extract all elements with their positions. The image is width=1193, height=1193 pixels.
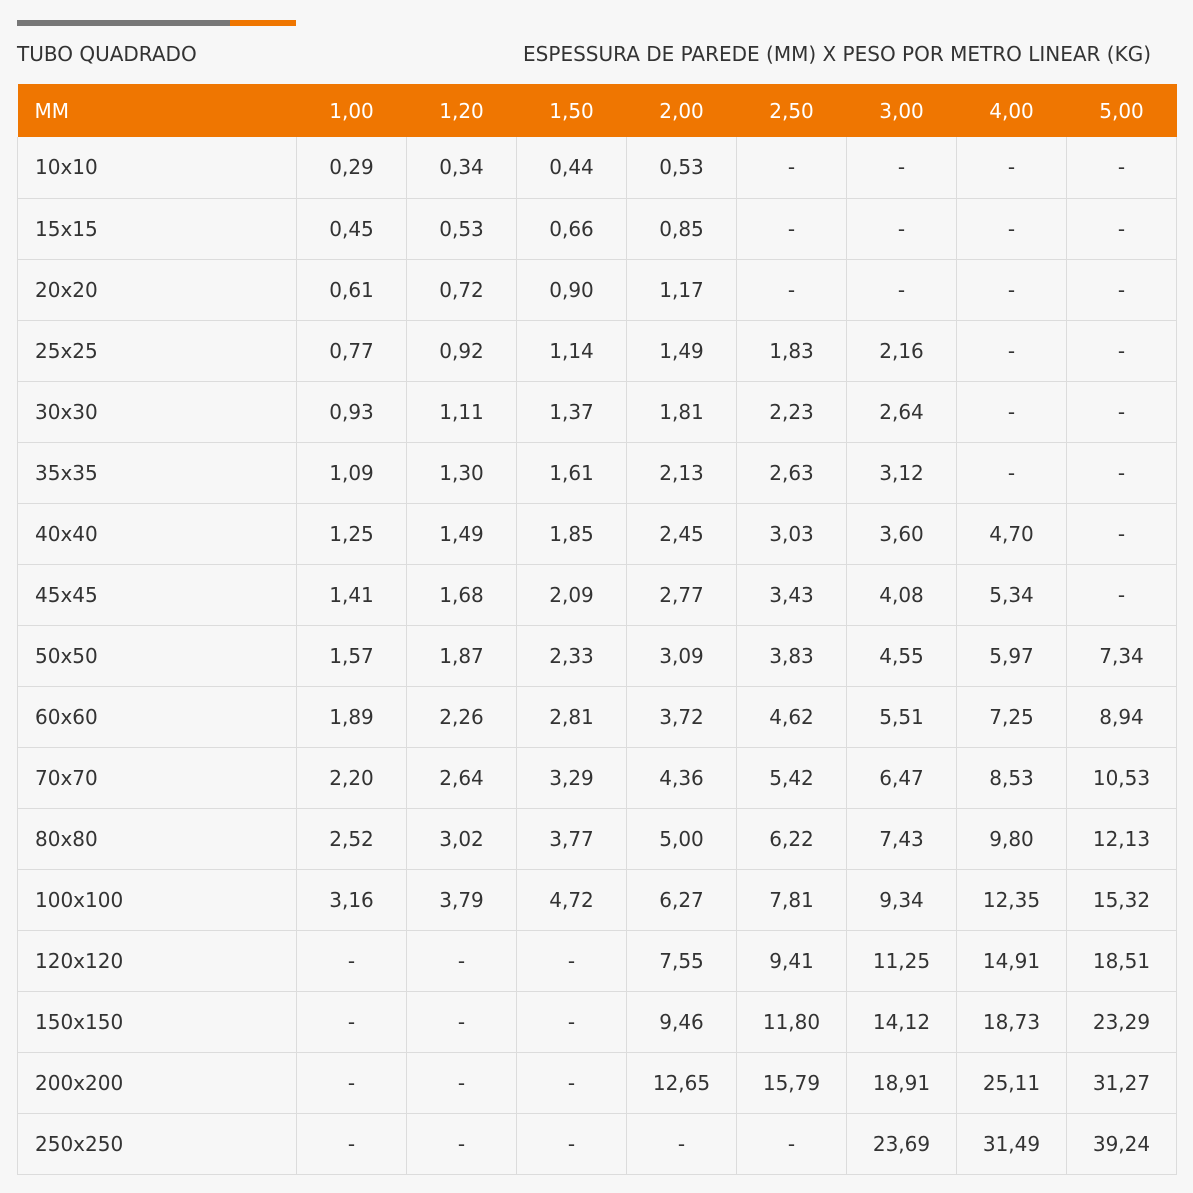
table-row	[18, 808, 1177, 869]
weight-cell: -	[517, 1052, 627, 1113]
weight-cell: 3,60	[847, 503, 957, 564]
weight-cell: 15,79	[737, 1052, 847, 1113]
weight-cell: 0,72	[407, 259, 517, 320]
weight-cell: 5,42	[737, 747, 847, 808]
weight-cell: 1,81	[627, 381, 737, 442]
weight-cell: 1,17	[627, 259, 737, 320]
weight-cell: 0,29	[297, 137, 407, 198]
weight-cell: 2,77	[627, 564, 737, 625]
weight-cell: 1,89	[297, 686, 407, 747]
weight-cell: 0,44	[517, 137, 627, 198]
weight-cell: 4,72	[517, 869, 627, 930]
weight-cell: -	[737, 198, 847, 259]
row-size-label: 100x100	[18, 869, 297, 930]
weight-cell: 0,53	[627, 137, 737, 198]
weight-cell: 23,69	[847, 1113, 957, 1174]
weight-cell: 3,02	[407, 808, 517, 869]
table-row	[18, 991, 1177, 1052]
column-header-thickness: 3,00	[879, 98, 924, 123]
weight-cell: -	[957, 259, 1067, 320]
weight-cell: 2,64	[407, 747, 517, 808]
weight-cell: 2,16	[847, 320, 957, 381]
weight-cell: -	[1067, 320, 1177, 381]
weight-cell: 9,80	[957, 808, 1067, 869]
weight-cell: -	[1067, 198, 1177, 259]
weight-cell: 2,45	[627, 503, 737, 564]
weight-cell: 3,72	[627, 686, 737, 747]
table-row	[18, 1052, 1177, 1113]
weight-cell: 0,45	[297, 198, 407, 259]
row-size-label: 40x40	[18, 503, 297, 564]
weight-cell: 4,70	[957, 503, 1067, 564]
weight-cell: 31,49	[957, 1113, 1067, 1174]
table-row	[18, 869, 1177, 930]
weight-cell: 5,00	[627, 808, 737, 869]
weight-cell: 2,09	[517, 564, 627, 625]
weight-cell: -	[1067, 503, 1177, 564]
weight-cell: 7,34	[1067, 625, 1177, 686]
accent-bar-gray	[17, 20, 230, 26]
weight-cell: 12,35	[957, 869, 1067, 930]
table-row	[18, 625, 1177, 686]
weight-cell: 5,51	[847, 686, 957, 747]
weight-cell: 14,91	[957, 930, 1067, 991]
weight-cell: 39,24	[1067, 1113, 1177, 1174]
weight-cell: 9,41	[737, 930, 847, 991]
weight-cell: 7,25	[957, 686, 1067, 747]
table-header	[18, 84, 1177, 137]
weight-cell: 3,09	[627, 625, 737, 686]
weight-cell: 7,55	[627, 930, 737, 991]
decorative-accent-bar	[17, 20, 296, 26]
weight-cell: 3,16	[297, 869, 407, 930]
weight-cell: -	[297, 1052, 407, 1113]
table-row	[18, 564, 1177, 625]
weight-cell: -	[297, 1113, 407, 1174]
weight-cell: 5,97	[957, 625, 1067, 686]
weight-cell: 3,03	[737, 503, 847, 564]
weight-cell: 6,47	[847, 747, 957, 808]
table-row	[18, 503, 1177, 564]
weight-cell: -	[737, 1113, 847, 1174]
weight-cell: 1,61	[517, 442, 627, 503]
weight-cell: 7,43	[847, 808, 957, 869]
row-size-label: 50x50	[18, 625, 297, 686]
row-size-label: 60x60	[18, 686, 297, 747]
table-row	[18, 320, 1177, 381]
weight-cell: -	[1067, 564, 1177, 625]
row-size-label: 15x15	[18, 198, 297, 259]
row-size-label: 200x200	[18, 1052, 297, 1113]
weight-cell: 0,77	[297, 320, 407, 381]
table-row	[18, 442, 1177, 503]
weight-cell: 6,22	[737, 808, 847, 869]
weight-cell: 0,92	[407, 320, 517, 381]
weight-cell: 0,53	[407, 198, 517, 259]
weight-cell: -	[847, 198, 957, 259]
weight-cell: 18,73	[957, 991, 1067, 1052]
weight-cell: -	[957, 198, 1067, 259]
row-size-label: 80x80	[18, 808, 297, 869]
row-size-label: 45x45	[18, 564, 297, 625]
weight-cell: 2,52	[297, 808, 407, 869]
weight-cell: 1,14	[517, 320, 627, 381]
weight-cell: 18,51	[1067, 930, 1177, 991]
weight-cell: -	[847, 259, 957, 320]
weight-cell: 3,83	[737, 625, 847, 686]
column-header-thickness: 5,00	[1099, 98, 1144, 123]
weight-cell: 1,49	[407, 503, 517, 564]
weight-cell: 2,63	[737, 442, 847, 503]
table-row	[18, 137, 1177, 198]
weight-cell: 6,27	[627, 869, 737, 930]
column-header-size: MM	[34, 98, 70, 123]
weight-cell: 0,34	[407, 137, 517, 198]
weight-cell: -	[1067, 259, 1177, 320]
table-title: TUBO QUADRADO	[17, 42, 197, 66]
table-body	[18, 137, 1177, 1174]
weight-cell: 15,32	[1067, 869, 1177, 930]
weight-cell: 8,94	[1067, 686, 1177, 747]
weight-cell: 1,41	[297, 564, 407, 625]
column-header-thickness: 1,00	[329, 98, 374, 123]
weight-cell: -	[407, 991, 517, 1052]
weight-table	[17, 84, 1177, 1175]
weight-cell: -	[1067, 381, 1177, 442]
weight-cell: 3,79	[407, 869, 517, 930]
weight-cell: 0,85	[627, 198, 737, 259]
weight-cell: 1,83	[737, 320, 847, 381]
column-header-thickness: 2,00	[659, 98, 704, 123]
weight-cell: -	[627, 1113, 737, 1174]
weight-cell: -	[1067, 137, 1177, 198]
row-size-label: 120x120	[18, 930, 297, 991]
column-header-thickness: 2,50	[769, 98, 814, 123]
row-size-label: 70x70	[18, 747, 297, 808]
weight-cell: 25,11	[957, 1052, 1067, 1113]
weight-cell: 10,53	[1067, 747, 1177, 808]
column-header-thickness: 4,00	[989, 98, 1034, 123]
weight-cell: 9,46	[627, 991, 737, 1052]
weight-cell: 1,68	[407, 564, 517, 625]
weight-cell: 0,66	[517, 198, 627, 259]
weight-cell: 1,11	[407, 381, 517, 442]
weight-cell: -	[1067, 442, 1177, 503]
row-size-label: 30x30	[18, 381, 297, 442]
weight-cell: 0,61	[297, 259, 407, 320]
row-size-label: 10x10	[18, 137, 297, 198]
weight-cell: 3,77	[517, 808, 627, 869]
weight-cell: -	[957, 320, 1067, 381]
weight-cell: 9,34	[847, 869, 957, 930]
weight-cell: 3,43	[737, 564, 847, 625]
weight-cell: 1,49	[627, 320, 737, 381]
weight-cell: 2,33	[517, 625, 627, 686]
weight-cell: 2,20	[297, 747, 407, 808]
column-header-thickness: 1,20	[439, 98, 484, 123]
weight-cell: 11,80	[737, 991, 847, 1052]
weight-cell: 4,62	[737, 686, 847, 747]
weight-cell: 1,25	[297, 503, 407, 564]
row-size-label: 150x150	[18, 991, 297, 1052]
row-size-label: 250x250	[18, 1113, 297, 1174]
weight-cell: -	[737, 259, 847, 320]
weight-cell: -	[517, 991, 627, 1052]
weight-cell: 12,13	[1067, 808, 1177, 869]
weight-cell: 11,25	[847, 930, 957, 991]
weight-cell: 7,81	[737, 869, 847, 930]
weight-cell: 2,64	[847, 381, 957, 442]
weight-cell: -	[407, 1052, 517, 1113]
weight-cell: 4,55	[847, 625, 957, 686]
row-size-label: 25x25	[18, 320, 297, 381]
weight-cell: 0,90	[517, 259, 627, 320]
table-row	[18, 259, 1177, 320]
weight-cell: 1,85	[517, 503, 627, 564]
weight-cell: 2,23	[737, 381, 847, 442]
weight-cell: 8,53	[957, 747, 1067, 808]
weight-cell: 1,57	[297, 625, 407, 686]
weight-cell: 2,26	[407, 686, 517, 747]
weight-cell: -	[957, 137, 1067, 198]
weight-cell: 5,34	[957, 564, 1067, 625]
weight-cell: 2,13	[627, 442, 737, 503]
weight-cell: 3,12	[847, 442, 957, 503]
weight-cell: -	[957, 442, 1067, 503]
weight-cell: 0,93	[297, 381, 407, 442]
weight-cell: 23,29	[1067, 991, 1177, 1052]
accent-bar-orange	[230, 20, 296, 26]
weight-cell: 4,08	[847, 564, 957, 625]
header-row	[18, 84, 1177, 137]
table-row	[18, 686, 1177, 747]
weight-cell: 14,12	[847, 991, 957, 1052]
weight-cell: -	[957, 381, 1067, 442]
weight-cell: -	[847, 137, 957, 198]
column-header-thickness: 1,50	[549, 98, 594, 123]
weight-cell: 18,91	[847, 1052, 957, 1113]
weight-cell: -	[297, 991, 407, 1052]
weight-cell: -	[517, 930, 627, 991]
table-row	[18, 747, 1177, 808]
row-size-label: 35x35	[18, 442, 297, 503]
weight-cell: -	[407, 930, 517, 991]
table-row	[18, 1113, 1177, 1174]
weight-cell: 1,09	[297, 442, 407, 503]
weight-cell: -	[737, 137, 847, 198]
table-row	[18, 198, 1177, 259]
table-row	[18, 930, 1177, 991]
weight-cell: 12,65	[627, 1052, 737, 1113]
weight-cell: -	[297, 930, 407, 991]
weight-cell: 4,36	[627, 747, 737, 808]
weight-cell: -	[517, 1113, 627, 1174]
row-size-label: 20x20	[18, 259, 297, 320]
weight-cell: 2,81	[517, 686, 627, 747]
table-subtitle: ESPESSURA DE PAREDE (MM) X PESO POR METRO LINEAR (KG)	[523, 42, 1151, 66]
weight-cell: 3,29	[517, 747, 627, 808]
weight-cell: 1,87	[407, 625, 517, 686]
weight-cell: 1,30	[407, 442, 517, 503]
weight-cell: 1,37	[517, 381, 627, 442]
weight-cell: -	[407, 1113, 517, 1174]
table-row	[18, 381, 1177, 442]
weight-cell: 31,27	[1067, 1052, 1177, 1113]
